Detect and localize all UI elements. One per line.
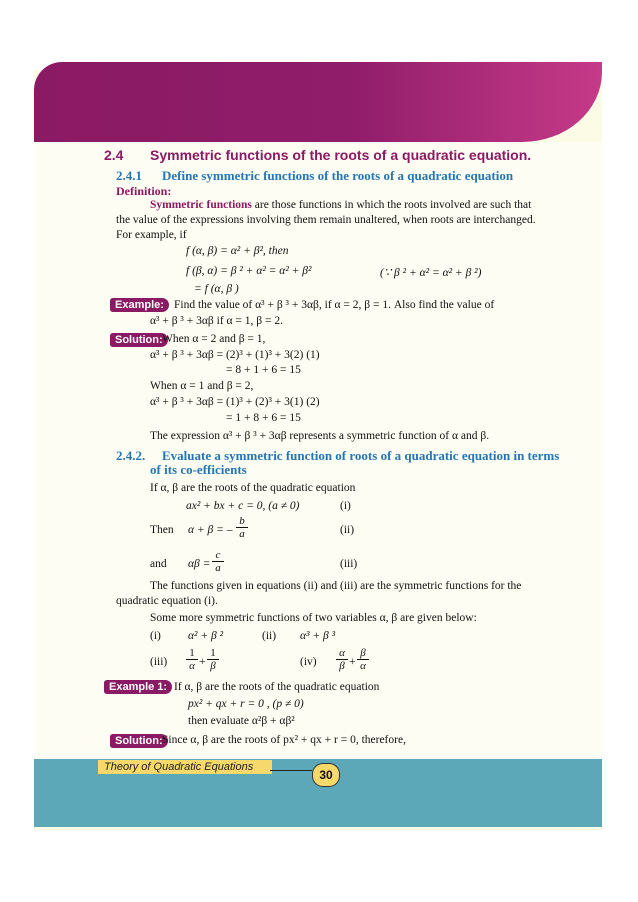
footer-book-title: Theory of Quadratic Equations xyxy=(98,760,272,774)
fraction-numerator: α xyxy=(336,647,348,660)
example-line-1: Find the value of α³ + β ³ + 3αβ, if α = 2, β = 1. Also find the value of xyxy=(174,299,495,311)
example-1-line-1: If α, β are the roots of the quadratic equation xyxy=(174,681,380,693)
fraction-numerator: 1 xyxy=(207,647,219,660)
page-number: 30 xyxy=(312,763,340,787)
fraction-beta-over-alpha xyxy=(357,647,369,672)
plus-sign: + xyxy=(349,656,356,668)
subsection-number: 2.4.1 xyxy=(116,168,142,183)
equation-2-note: (∵ β ² + α² = α² + β ²) xyxy=(380,267,482,279)
body-paragraph-1: The functions given in equations (ii) and (iii) are the symmetric functions for the xyxy=(150,580,522,592)
equation-1: f (α, β) = α² + β², then xyxy=(186,245,289,257)
equation-iii-tag: (iii) xyxy=(340,558,358,570)
definition-line-3: For example, if xyxy=(116,229,187,241)
solution-label: Solution: xyxy=(110,333,168,347)
fraction-denominator: α xyxy=(189,660,195,672)
fraction-numerator: b xyxy=(236,515,248,528)
solution-line-1: When α = 2 and β = 1, xyxy=(162,333,266,345)
definition-line-2: the value of the expressions involving them remain unaltered, when roots are interchanged. xyxy=(116,214,536,226)
fraction-1-over-beta xyxy=(207,647,219,672)
definition-label: Definition: xyxy=(116,184,172,198)
function-iv-number: (iv) xyxy=(300,656,317,668)
definition-text-1: are those functions in which the roots involved are such that xyxy=(251,199,532,211)
fraction-denominator: β xyxy=(210,660,216,672)
fraction-denominator: α xyxy=(360,660,366,672)
fraction-alpha-over-beta xyxy=(336,647,348,672)
example-1-line-3: then evaluate α²β + αβ² xyxy=(188,715,295,727)
solution-2-line-1: Since α, β are the roots of px² + qx + r = 0, therefore, xyxy=(162,734,406,746)
definition-term: Symmetric functions xyxy=(150,199,252,211)
function-iii-number: (iii) xyxy=(150,656,168,668)
function-i-number: (i) xyxy=(150,630,161,642)
section-number: 2.4 xyxy=(104,147,124,163)
example-line-2: α³ + β ³ + 3αβ if α = 1, β = 2. xyxy=(150,315,283,327)
equation-ii-lhs: α + β = – xyxy=(188,524,233,536)
plus-sign: + xyxy=(199,656,206,668)
body-paragraph-3: Some more symmetric functions of two variables α, β are given below: xyxy=(150,612,477,624)
then-label: Then xyxy=(150,524,174,536)
subsection-title: Define symmetric functions of the roots of a quadratic equation xyxy=(162,168,514,183)
function-i: α² + β ² xyxy=(188,630,224,642)
solution-line-4: When α = 1 and β = 2, xyxy=(150,380,254,392)
subsection-2-title-2: of its co-efficients xyxy=(150,462,247,477)
equation-iii-lhs: αβ = xyxy=(188,558,211,570)
subsection-2-number: 2.4.2. xyxy=(116,448,146,463)
definition-line-1 xyxy=(150,199,531,211)
body-paragraph-2: quadratic equation (i). xyxy=(116,595,218,607)
equation-i-tag: (i) xyxy=(340,500,351,512)
subsection-2-title-1: Evaluate a symmetric function of roots of a quadratic equation in terms xyxy=(162,448,560,463)
equation-i: ax² + bx + c = 0, (a ≠ 0) xyxy=(186,500,300,512)
solution-2-label: Solution: xyxy=(110,734,168,748)
fraction-numerator: c xyxy=(212,549,224,562)
fraction-denominator: β xyxy=(339,660,345,672)
fraction-b-over-a xyxy=(236,515,248,540)
example-label: Example: xyxy=(110,298,169,312)
solution-line-3: = 8 + 1 + 6 = 15 xyxy=(226,364,301,376)
fraction-c-over-a xyxy=(212,549,224,574)
footer-divider xyxy=(270,770,312,771)
solution-line-6: = 1 + 8 + 6 = 15 xyxy=(226,412,301,424)
solution-line-2: α³ + β ³ + 3αβ = (2)³ + (1)³ + 3(2) (1) xyxy=(150,349,320,361)
function-ii-number: (ii) xyxy=(262,630,277,642)
equation-ii-tag: (ii) xyxy=(340,524,355,536)
equation-3: = f (α, β ) xyxy=(194,283,239,295)
fraction-numerator: β xyxy=(357,647,369,660)
and-label: and xyxy=(150,558,167,570)
solution-line-7: The expression α³ + β ³ + 3αβ represents a symmetric function of α and β. xyxy=(150,430,490,442)
equation-2: f (β, α) = β ² + α² = α² + β² xyxy=(186,265,312,277)
fraction-numerator: 1 xyxy=(186,647,198,660)
example-1-label: Example 1: xyxy=(104,680,172,694)
fraction-1-over-alpha xyxy=(186,647,198,672)
solution-line-5: α³ + β ³ + 3αβ = (1)³ + (2)³ + 3(1) (2) xyxy=(150,396,320,408)
fraction-denominator: a xyxy=(215,562,221,574)
header-banner xyxy=(34,62,602,142)
example-1-line-2: px² + qx + r = 0 , (p ≠ 0) xyxy=(188,698,304,710)
section-title: Symmetric functions of the roots of a quadratic equation. xyxy=(150,147,532,163)
fraction-denominator: a xyxy=(239,528,245,540)
function-ii: α³ + β ³ xyxy=(300,630,336,642)
body-line-1: If α, β are the roots of the quadratic equation xyxy=(150,482,356,494)
